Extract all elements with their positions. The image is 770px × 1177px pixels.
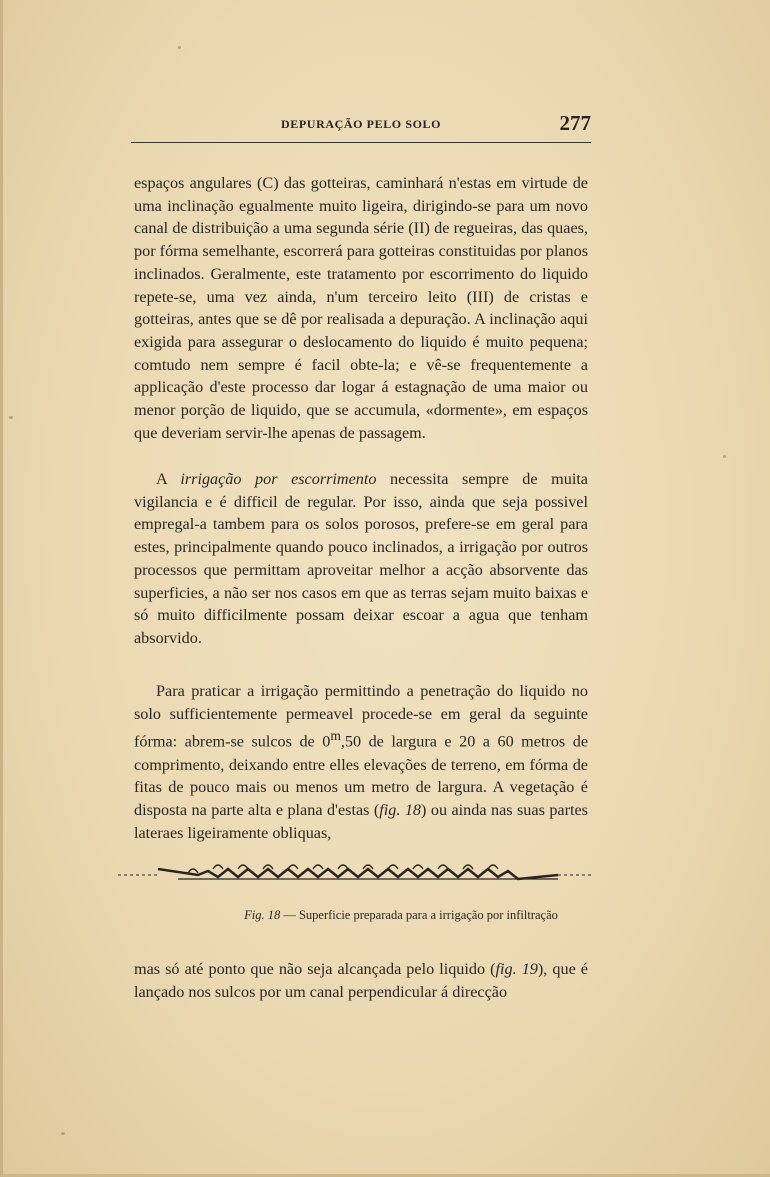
paragraph-4 [134,958,588,1003]
paper-speck [9,416,13,419]
paragraph-4-text-a: mas só até ponto que não seja alcançada pelo liquido ( [134,960,496,978]
figure-reference-18: fig. 18 [379,800,422,819]
figure-label: Fig. 18 [244,908,281,922]
paragraph-2-lead: A [156,470,167,488]
running-head-title: DEPURAÇÃO PELO SOLO [281,117,442,131]
paper-speck [61,1132,65,1135]
running-head [131,112,591,143]
metre-superscript: m [330,728,341,744]
figure-reference-19: fig. 19 [495,960,538,978]
paper-speck [178,46,181,49]
figure-caption-text: — Superficie preparada para a irrigação por infiltração [283,908,558,922]
paragraph-1 [134,172,588,444]
figure-18-illustration [118,855,593,895]
paragraph-3 [134,680,588,844]
page-number: 277 [559,111,591,135]
figure-18-caption [3,908,770,923]
paragraph-3-text-a: Para praticar a irrigação permittindo a penetração do liquido no solo sufficientemente permeavel procede-se em geral da seguinte fórma: abrem-se sulcos de 0 [134,682,588,751]
paragraph-4-text-b: ), que é lançado nos sulcos por um canal perpendicular á direcção [134,960,588,1001]
irrigation-furrows-drawing [118,865,593,879]
paragraph-3-text-b: ,50 de largura e 20 a 60 metros de comprimento, deixando entre elles elevações de terreno, em fórma de fitas de pouco mais ou menos um metro de largura. A vegetação é disposta na parte alta e plana d'estas ( [134,732,589,819]
paragraph-2-term: irrigação por escorrimento [180,470,377,488]
paragraph-2 [134,468,588,650]
paragraph-3-text-c: ) ou ainda nas suas partes lateraes ligeiramente obliquas, [134,800,588,842]
paragraph-1-text: espaços angulares (C) das gotteiras, caminhará n'estas em virtude de uma inclinação egualmente muito ligeira, dirigindo-se para um novo canal de distribuição a uma segunda série (II) de regueiras, das quaes, por fórma semelhante, escorrerá para gotteiras constituidas por planos inclinados. Geralmente, este tratamento por escorrimento do liquido repete-se, uma vez ainda, n'um terceiro leito (III) de cristas e gotteiras, antes que se dê por realisada a depuração. A inclinação aqui exigida para assegurar o deslocamento do liquido é muito pequena; comtudo nem sempre é facil obte-la; e vê-se frequentemente a applicação d'este processo dar logar á estagnação de uma maior ou menor porção de liquido, que se accumula, «dormente», em espaços que deveriam servir-lhe apenas de passagem. [134,174,588,442]
paper-speck [723,455,726,458]
paragraph-2-text: necessita sempre de muita vigilancia e é difficil de regular. Por isso, ainda que seja possivel empregal-a tambem para os solos porosos, prefere-se em geral para estes, principalmente quando pouco inclinados, a irrigação por outros processos que permittam aproveitar melhor a acção absorvente das superficies, a não ser nos casos em que as terras sejam muito baixas e só muito difficilmente possam deixar escoar a agua que tenham absorvido. [134,470,588,647]
